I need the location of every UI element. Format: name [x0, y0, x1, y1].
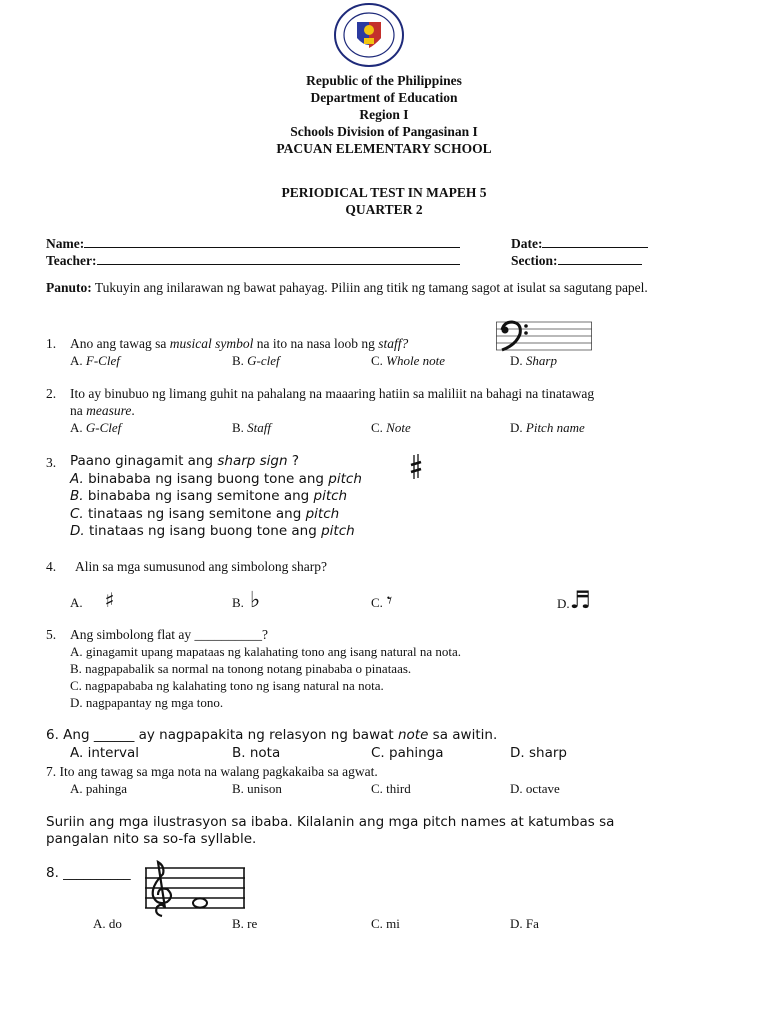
directions-label: Panuto: [46, 280, 92, 295]
test-quarter: QUARTER 2 [345, 202, 423, 217]
q6-text: 6. Ang ______ ay nagpapakita ng relasyon ng bawat note sa awitin. [46, 727, 498, 743]
q2-number: 2. [46, 386, 57, 401]
q7-option-c[interactable]: C. third [371, 781, 411, 796]
q5-option-d[interactable]: D. nagpapantay ng mga tono. [70, 695, 224, 710]
name-label: Name: [46, 236, 85, 251]
teacher-label: Teacher: [46, 253, 97, 268]
directions-text: Tukuyin ang inilarawan ng bawat pahayag. Piliin ang titik ng tamang sagot at isulat sa sagutang papel. [94, 280, 648, 295]
teacher-field[interactable] [46, 252, 460, 269]
section-field[interactable] [511, 252, 642, 269]
q1-option-b[interactable]: B. G-clef [232, 353, 280, 368]
eighth-rest-icon: 𝄾 [386, 588, 393, 612]
q6-option-d[interactable]: D. sharp [510, 745, 567, 761]
sixteenth-note-icon: ♬ [569, 586, 592, 614]
sharp-icon: ♯ [104, 588, 115, 612]
q5-text: Ang simbolong flat ay __________? [70, 627, 268, 642]
q4-option-a[interactable]: A. ♯ [70, 588, 115, 612]
q7-option-d[interactable]: D. octave [510, 781, 560, 796]
q4-text: Alin sa mga sumusunod ang simbolong sharp? [75, 559, 327, 574]
q8-option-a[interactable]: A. do [93, 916, 122, 931]
q2-option-a[interactable]: A. G-Clef [70, 420, 122, 435]
q7-text: 7. Ito ang tawag sa mga nota na walang pagkakaiba sa agwat. [46, 764, 378, 779]
header-school: PACUAN ELEMENTARY SCHOOL [276, 141, 492, 156]
header-division: Schools Division of Pangasinan I [290, 124, 478, 139]
header-republic: Republic of the Philippines [306, 73, 462, 88]
q4-option-c[interactable]: C. 𝄾 [371, 588, 393, 612]
q2-option-d[interactable]: D. Pitch name [510, 420, 585, 435]
q3-option-d[interactable]: D. tinataas ng isang buong tone ang pitch [70, 523, 355, 539]
bass-clef-staff-image [496, 318, 592, 354]
q7-option-a[interactable]: A. pahinga [70, 781, 128, 796]
q3-number: 3. [46, 455, 57, 470]
q1-option-a[interactable]: A. F-Clef [70, 353, 120, 368]
q6-option-b[interactable]: B. nota [232, 745, 281, 761]
section-note-line1: Suriin ang mga ilustrasyon sa ibaba. Kilalanin ang mga pitch names at katumbas sa [46, 814, 615, 830]
name-field[interactable] [46, 235, 460, 252]
q3-text: Paano ginagamit ang sharp sign ? [70, 453, 300, 469]
q6-option-a[interactable]: A. interval [70, 745, 140, 761]
q5-option-a[interactable]: A. ginagamit upang mapataas ng kalahating tono ang isang natural na nota. [70, 644, 461, 659]
header-department: Department of Education [310, 90, 458, 105]
q1-option-d[interactable]: D. Sharp [510, 353, 557, 368]
q3-option-a[interactable]: A. binababa ng isang buong tone ang pitch [70, 471, 362, 487]
q5-option-b[interactable]: B. nagpapabalik sa normal na tonong notang pinababa o pinataas. [70, 661, 412, 676]
q6-option-c[interactable]: C. pahinga [371, 745, 444, 761]
q1-text: Ano ang tawag sa musical symbol na ito na nasa loob ng staff? [70, 336, 409, 351]
q8-option-d[interactable]: D. Fa [510, 916, 539, 931]
q2-option-c[interactable]: C. Note [371, 420, 411, 435]
q8-number: 8. __________ [46, 865, 131, 881]
date-field[interactable] [511, 235, 648, 252]
test-title: PERIODICAL TEST IN MAPEH 5 [281, 185, 487, 200]
treble-clef-staff-image [145, 860, 245, 918]
section-note-line2: pangalan nito sa so-fa syllable. [46, 831, 257, 847]
sharp-sign-icon [410, 454, 422, 480]
flat-icon: ♭ [249, 588, 261, 613]
q8-option-c[interactable]: C. mi [371, 916, 400, 931]
q2-option-b[interactable]: B. Staff [232, 420, 272, 435]
q1-option-c[interactable]: C. Whole note [371, 353, 446, 368]
q3-option-b[interactable]: B. binababa ng isang semitone ang pitch [70, 488, 348, 504]
section-label: Section: [511, 253, 558, 268]
q5-option-c[interactable]: C. nagpapababa ng kalahating tono ng isang natural na nota. [70, 678, 384, 693]
q2-text-line1: Ito ay binubuo ng limang guhit na pahalang na maaaring hatiin sa maliliit na bahagi na tinatawag [70, 386, 595, 401]
header-region: Region I [359, 107, 409, 122]
q8-option-b[interactable]: B. re [232, 916, 258, 931]
q4-number: 4. [46, 559, 57, 574]
q4-option-d[interactable]: D.♬ [557, 586, 592, 614]
q2-text-line2: na measure. [70, 403, 135, 418]
q4-option-b[interactable]: B. ♭ [232, 588, 261, 613]
deped-seal [333, 2, 405, 68]
date-label: Date: [511, 236, 543, 251]
q1-number: 1. [46, 336, 57, 351]
q3-option-c[interactable]: C. tinataas ng isang semitone ang pitch [70, 506, 340, 522]
directions [46, 279, 726, 296]
q7-option-b[interactable]: B. unison [232, 781, 282, 796]
q5-number: 5. [46, 627, 57, 642]
